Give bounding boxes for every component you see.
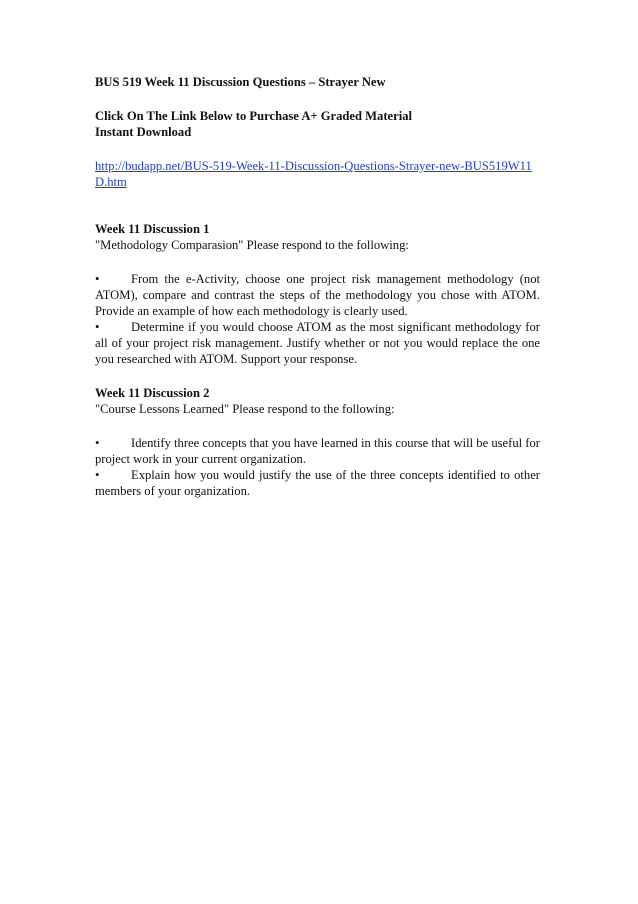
purchase-line-1: Click On The Link Below to Purchase A+ Graded Material	[95, 109, 413, 123]
bullet-icon: •	[95, 468, 100, 482]
bullet-icon: •	[95, 320, 100, 334]
list-item	[95, 435, 540, 467]
discussion-1-prompt: "Methodology Comparasion" Please respond to the following:	[95, 238, 409, 252]
discussion-2-heading: Week 11 Discussion 2	[95, 386, 210, 400]
bullet-text: Explain how you would justify the use of the three concepts identified to other members of your organization.	[95, 468, 540, 498]
document-title: BUS 519 Week 11 Discussion Questions – Strayer New	[95, 75, 386, 89]
discussion-1-bullets	[95, 271, 540, 367]
list-item	[95, 467, 540, 499]
bullet-text: Determine if you would choose ATOM as the most significant methodology for all of your project risk management. Justify whether or not you would replace the one you researched with ATOM. Support your response.	[95, 320, 540, 366]
bullet-icon: •	[95, 272, 100, 286]
document-page	[95, 74, 540, 499]
list-item	[95, 319, 540, 367]
bullet-text: From the e-Activity, choose one project risk management methodology (not ATOM), compare and contrast the steps of the methodology you chose with ATOM. Provide an example of how each methodology is clearly used.	[95, 272, 540, 318]
discussion-1-section	[95, 221, 540, 367]
purchase-link[interactable]: http://budapp.net/BUS-519-Week-11-Discussion-Questions-Strayer-new-BUS519W11D.htm	[95, 159, 532, 189]
bullet-text: Identify three concepts that you have learned in this course that will be useful for project work in your current organization.	[95, 436, 540, 466]
discussion-2-bullets	[95, 435, 540, 499]
purchase-line-2: Instant Download	[95, 125, 192, 139]
purchase-notice	[95, 108, 540, 140]
list-item	[95, 271, 540, 319]
discussion-2-section	[95, 385, 540, 499]
discussion-2-prompt: "Course Lessons Learned" Please respond to the following:	[95, 402, 395, 416]
discussion-1-heading: Week 11 Discussion 1	[95, 222, 210, 236]
bullet-icon: •	[95, 436, 100, 450]
